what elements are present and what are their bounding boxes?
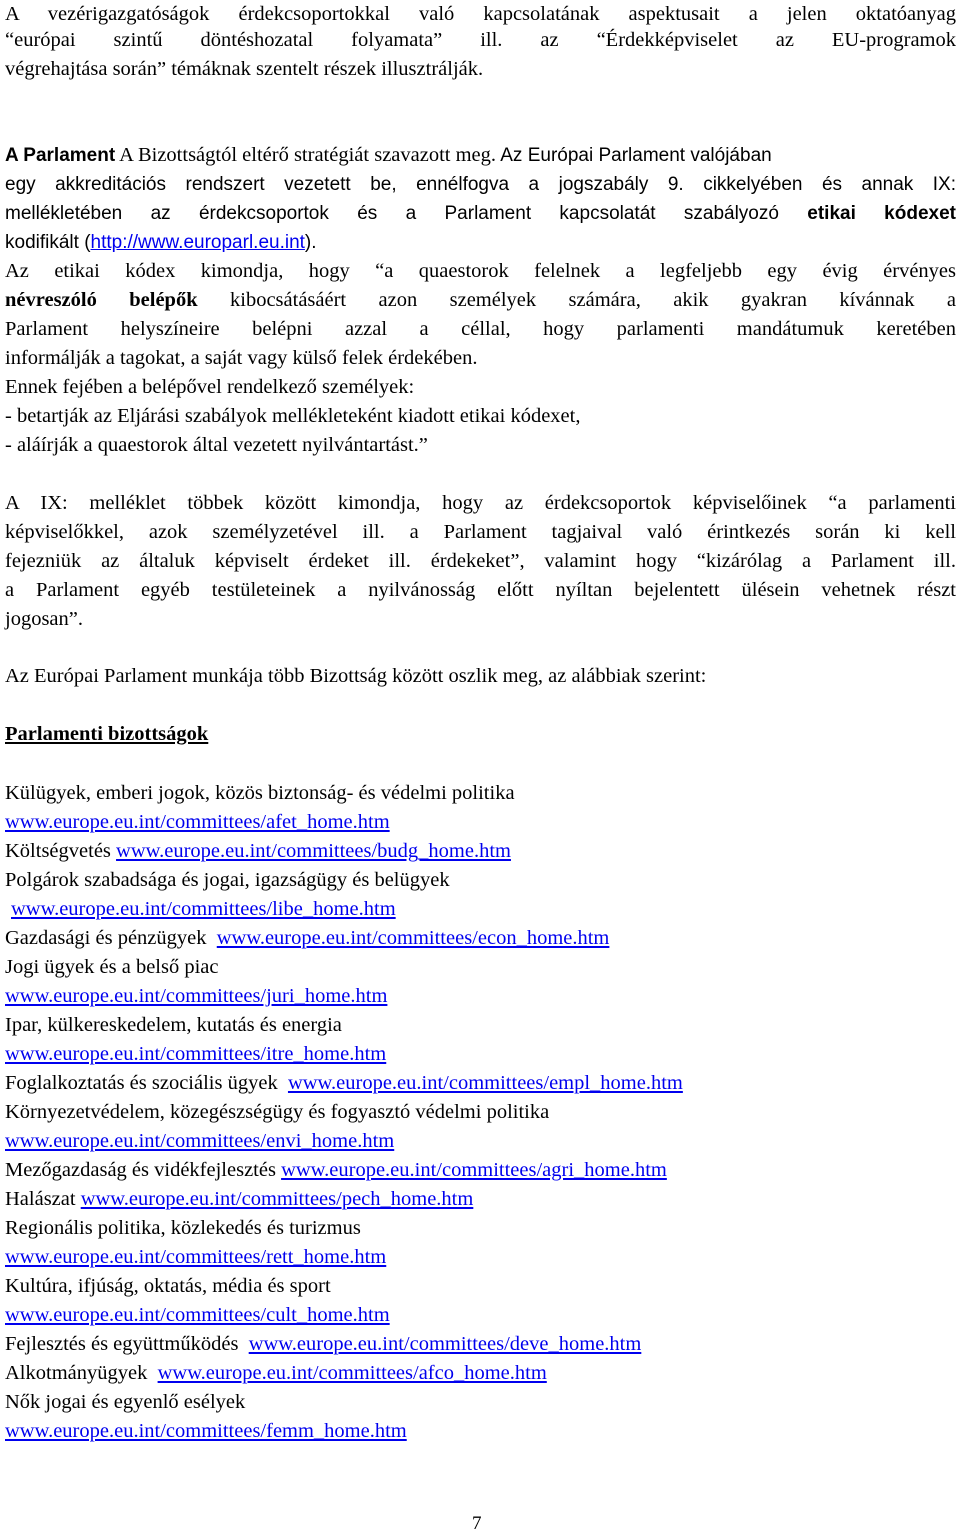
- committee-juri-link[interactable]: www.europe.eu.int/committees/juri_home.htm: [5, 985, 388, 1007]
- committee-rett-name: Regionális politika, közlekedés és turizmus: [5, 1217, 361, 1239]
- ethics-bullet-2: - aláírják a quaestorok által vezetett nyilvántartást.”: [5, 434, 428, 456]
- ethics-line-4: informálják a tagokat, a saját vagy külső felek érdekében.: [5, 347, 478, 369]
- committee-empl-name: Foglalkoztatás és szociális ügyek: [5, 1072, 278, 1094]
- committee-deve-link[interactable]: www.europe.eu.int/committees/deve_home.htm: [248, 1333, 642, 1355]
- committee-agri-line: [5, 1156, 667, 1185]
- committee-afet-link[interactable]: www.europe.eu.int/committees/afet_home.htm: [5, 811, 390, 833]
- committee-budg-link[interactable]: www.europe.eu.int/committees/budg_home.htm: [116, 840, 511, 862]
- annex-line-5: jogosan”.: [5, 608, 83, 630]
- ethics-line-1: Az etikai kódex kimondja, hogy “a quaestorok felelnek a legfeljebb egy évig érvényes: [5, 260, 956, 282]
- committee-cult-name: Kultúra, ifjúság, oktatás, média és sport: [5, 1275, 331, 1297]
- intro-line-3: végrehajtása során” témáknak szentelt részek illusztrálják.: [5, 58, 484, 80]
- committee-rett-link[interactable]: www.europe.eu.int/committees/rett_home.htm: [5, 1246, 387, 1268]
- parlament-line-2: egy akkreditációs rendszert vezetett be, ennélfogva a jogszabály 9. cikkelyében és annak IX:: [5, 174, 956, 195]
- work-sentence: Az Európai Parlament munkája több Bizottság között oszlik meg, az alábbiak szerint:: [5, 665, 707, 687]
- annex-line-4: a Parlament egyéb testületeinek a nyilvánosság előtt nyíltan bejelentett ülésein vehetnek részt: [5, 579, 956, 601]
- annex-line-1: A IX: melléklet többek között kimondja, hogy az érdekcsoportok képviselőinek “a parlamenti: [5, 492, 956, 514]
- parlament-line-1-text: A Bizottságtól eltérő stratégiát szavazott meg.: [115, 144, 497, 166]
- parlament-line-3: [5, 199, 956, 228]
- named-passes-bold: névreszóló belépők: [5, 289, 198, 311]
- committee-itre-name: Ipar, külkereskedelem, kutatás és energia: [5, 1014, 342, 1036]
- committee-femm-link-line: [5, 1417, 407, 1446]
- committees-heading: Parlamenti bizottságok: [5, 723, 209, 745]
- committee-agri-name: Mezőgazdaság és vidékfejlesztés: [5, 1159, 276, 1181]
- committee-juri-name: Jogi ügyek és a belső piac: [5, 956, 219, 978]
- committee-envi-link-line: [5, 1127, 394, 1156]
- parlament-label: A Parlament: [5, 145, 116, 166]
- committee-afco-link[interactable]: www.europe.eu.int/committees/afco_home.htm: [157, 1362, 547, 1384]
- intro-line-1: A vezérigazgatóságok érdekcsoportokkal való kapcsolatának aspektusait a jelen oktatóanyag: [5, 3, 956, 25]
- parlament-line-1-sans: Az Európai Parlament valójában: [496, 145, 772, 166]
- parlament-line-1: [5, 141, 772, 170]
- intro-line-2: “európai szintű döntéshozatal folyamata” ill. az “Érdekképviselet az EU-programok: [5, 29, 956, 51]
- committee-empl-line: [5, 1069, 683, 1098]
- ethics-line-2-text: kibocsátásáért azon személyek számára, akik gyakran kívánnak a: [197, 289, 956, 311]
- committee-econ-name: Gazdasági és pénzügyek: [5, 927, 207, 949]
- committee-econ-link[interactable]: www.europe.eu.int/committees/econ_home.htm: [216, 927, 610, 949]
- committee-afco-name: Alkotmányügyek: [5, 1362, 148, 1384]
- annex-line-3: fejezniük az általuk képviselt érdeket ill. érdekeket”, valamint hogy “kizárólag a Parlament ill.: [5, 550, 956, 572]
- committee-cult-link-line: [5, 1301, 390, 1330]
- committee-deve-name: Fejlesztés és együttműködés: [5, 1333, 239, 1355]
- committee-afet-link-line: [5, 808, 390, 837]
- committee-libe-name: Polgárok szabadsága és jogai, igazságügy és belügyek: [5, 869, 450, 891]
- committee-juri-link-line: [5, 982, 387, 1011]
- committee-libe-link[interactable]: www.europe.eu.int/committees/libe_home.htm: [11, 898, 396, 920]
- page-number: 7: [472, 1513, 482, 1534]
- committee-budg-name: Költségvetés: [5, 840, 111, 862]
- committee-itre-link-line: [5, 1040, 386, 1069]
- committee-econ-line: [5, 924, 609, 953]
- committee-afco-line: [5, 1359, 547, 1388]
- annex-line-2: képviselőkkel, azok személyzetével ill. a Parlament tagjaival való érintkezés során ki kell: [5, 521, 956, 543]
- committee-deve-line: [5, 1330, 641, 1359]
- europarl-link[interactable]: http://www.europarl.eu.int: [90, 232, 305, 253]
- parlament-line-4: [5, 228, 317, 257]
- parlament-line-3-text: mellékletében az érdekcsoportok és a Parlament kapcsolatát szabályozó: [5, 203, 808, 224]
- ethics-line-2: [5, 286, 956, 315]
- committee-envi-name: Környezetvédelem, közegészségügy és fogyasztó védelmi politika: [5, 1101, 550, 1123]
- ethics-line-3: Parlament helyszíneire belépni azzal a céllal, hogy parlamenti mandátumuk keretében: [5, 318, 956, 340]
- committee-pech-line: [5, 1185, 473, 1214]
- committee-envi-link[interactable]: www.europe.eu.int/committees/envi_home.htm: [5, 1130, 395, 1152]
- committee-budg-line: [5, 837, 511, 866]
- committee-empl-link[interactable]: www.europe.eu.int/committees/empl_home.htm: [287, 1072, 683, 1094]
- committee-libe-link-line: [11, 895, 396, 924]
- committee-rett-link-line: [5, 1243, 386, 1272]
- committee-pech-name: Halászat: [5, 1188, 76, 1210]
- ethics-bullet-1: - betartják az Eljárási szabályok mellékleteként kiadott etikai kódexet,: [5, 405, 581, 427]
- committee-femm-link[interactable]: www.europe.eu.int/committees/femm_home.htm: [5, 1420, 407, 1442]
- parlament-line-4-end: ).: [304, 232, 317, 253]
- committee-cult-link[interactable]: www.europe.eu.int/committees/cult_home.htm: [5, 1304, 390, 1326]
- ethics-line-5: Ennek fejében a belépővel rendelkező személyek:: [5, 376, 415, 398]
- ethics-code-bold: etikai kódexet: [807, 203, 956, 224]
- committee-pech-link[interactable]: www.europe.eu.int/committees/pech_home.htm: [80, 1188, 474, 1210]
- committee-agri-link[interactable]: www.europe.eu.int/committees/agri_home.htm: [281, 1159, 667, 1181]
- committee-femm-name: Nők jogai és egyenlő esélyek: [5, 1391, 246, 1413]
- parlament-line-4-text: kodifikált (: [5, 232, 91, 253]
- committee-afet-name: Külügyek, emberi jogok, közös biztonság- és védelmi politika: [5, 782, 515, 804]
- committee-itre-link[interactable]: www.europe.eu.int/committees/itre_home.htm: [5, 1043, 387, 1065]
